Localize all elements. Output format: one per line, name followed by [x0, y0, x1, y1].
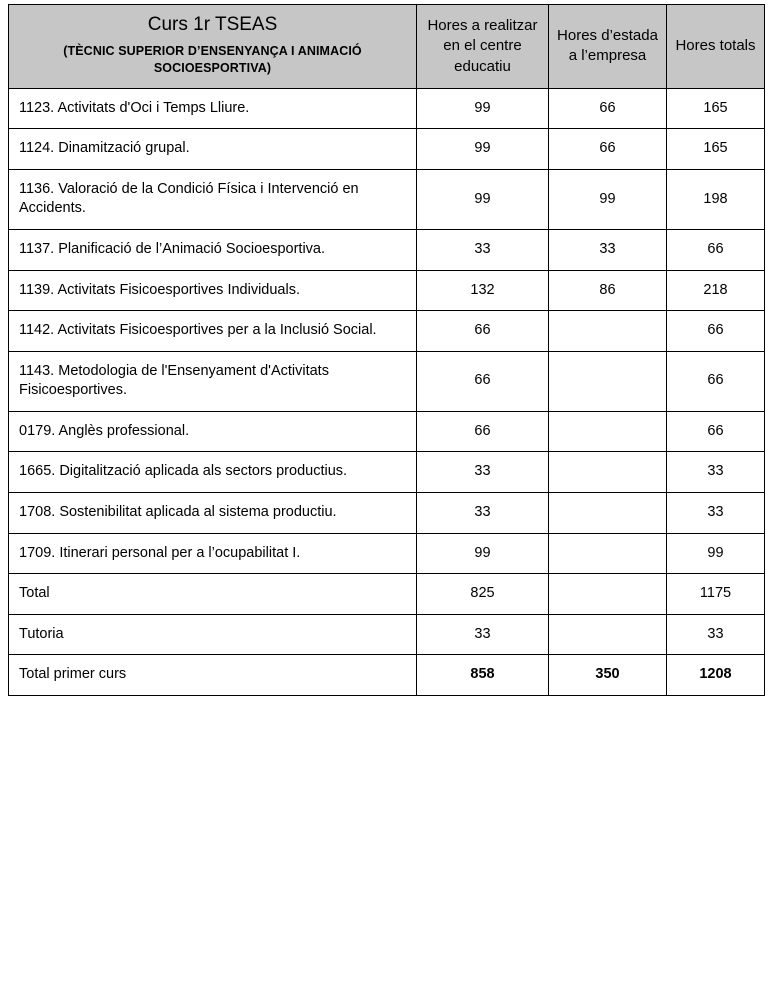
cell-hours-center: 99: [417, 129, 549, 170]
cell-subject: Total primer curs: [9, 655, 417, 696]
cell-subject: 1665. Digitalització aplicada als sectors productius.: [9, 452, 417, 493]
cell-subject: 1142. Activitats Fisicoesportives per a la Inclusió Social.: [9, 311, 417, 352]
cell-subject: 1709. Itinerari personal per a l’ocupabilitat I.: [9, 533, 417, 574]
cell-hours-center: 99: [417, 169, 549, 229]
cell-hours-company: [549, 492, 667, 533]
cell-hours-total: 66: [667, 351, 765, 411]
table-row: [9, 230, 765, 271]
header-hours-company: Hores d’estada a l’empresa: [549, 5, 667, 89]
cell-hours-company: [549, 533, 667, 574]
cell-hours-total: 33: [667, 452, 765, 493]
page-title: Curs 1r TSEAS: [147, 14, 278, 35]
course-hours-table: [8, 4, 765, 696]
cell-hours-company: 33: [549, 230, 667, 271]
table-row: [9, 655, 765, 696]
cell-subject: Total: [9, 574, 417, 615]
cell-hours-company: 86: [549, 270, 667, 311]
cell-hours-center: 33: [417, 230, 549, 271]
cell-hours-total: 218: [667, 270, 765, 311]
cell-hours-company: 66: [549, 129, 667, 170]
table-row: [9, 411, 765, 452]
header-hours-center: Hores a realitzar en el centre educatiu: [417, 5, 549, 89]
cell-hours-center: 33: [417, 452, 549, 493]
cell-hours-center: 825: [417, 574, 549, 615]
cell-hours-total: 198: [667, 169, 765, 229]
cell-hours-company: [549, 351, 667, 411]
cell-hours-total: 66: [667, 311, 765, 352]
table-row: [9, 88, 765, 129]
cell-hours-center: 33: [417, 492, 549, 533]
cell-subject: 1124. Dinamització grupal.: [9, 129, 417, 170]
table-row: [9, 452, 765, 493]
cell-subject: 1139. Activitats Fisicoesportives Individuals.: [9, 270, 417, 311]
table-row: [9, 533, 765, 574]
cell-subject: 1136. Valoració de la Condició Física i Intervenció en Accidents.: [9, 169, 417, 229]
table-row: [9, 574, 765, 615]
cell-hours-center: 66: [417, 411, 549, 452]
cell-hours-company: 66: [549, 88, 667, 129]
cell-hours-total: 165: [667, 129, 765, 170]
cell-subject: Tutoria: [9, 614, 417, 655]
table-row: [9, 129, 765, 170]
header-hours-total: Hores totals: [667, 5, 765, 89]
cell-hours-total: 1208: [667, 655, 765, 696]
table-row: [9, 614, 765, 655]
table-header: [9, 5, 765, 89]
cell-hours-center: 132: [417, 270, 549, 311]
cell-hours-company: [549, 452, 667, 493]
table-row: [9, 311, 765, 352]
cell-subject: 1123. Activitats d'Oci i Temps Lliure.: [9, 88, 417, 129]
table-row: [9, 351, 765, 411]
table-body: [9, 88, 765, 695]
cell-hours-company: [549, 574, 667, 615]
cell-hours-company: [549, 614, 667, 655]
cell-hours-total: 1175: [667, 574, 765, 615]
cell-hours-total: 33: [667, 492, 765, 533]
table-row: [9, 492, 765, 533]
table-row: [9, 169, 765, 229]
cell-hours-center: 858: [417, 655, 549, 696]
cell-subject: 0179. Anglès professional.: [9, 411, 417, 452]
cell-hours-center: 99: [417, 533, 549, 574]
cell-hours-center: 99: [417, 88, 549, 129]
cell-hours-total: 33: [667, 614, 765, 655]
cell-hours-total: 99: [667, 533, 765, 574]
cell-hours-company: 350: [549, 655, 667, 696]
cell-hours-company: 99: [549, 169, 667, 229]
cell-subject: 1137. Planificació de l’Animació Socioesportiva.: [9, 230, 417, 271]
cell-hours-total: 66: [667, 230, 765, 271]
cell-subject: 1143. Metodologia de l'Ensenyament d'Activitats Fisicoesportives.: [9, 351, 417, 411]
cell-subject: 1708. Sostenibilitat aplicada al sistema productiu.: [9, 492, 417, 533]
cell-hours-center: 66: [417, 351, 549, 411]
header-course: [9, 5, 417, 89]
cell-hours-company: [549, 411, 667, 452]
cell-hours-center: 66: [417, 311, 549, 352]
cell-hours-total: 66: [667, 411, 765, 452]
cell-hours-total: 165: [667, 88, 765, 129]
cell-hours-center: 33: [417, 614, 549, 655]
header-row: [9, 5, 765, 89]
page-subtitle: (TÈCNIC SUPERIOR D’ENSENYANÇA I ANIMACIÓ SOCIOESPORTIVA): [63, 43, 362, 76]
table-row: [9, 270, 765, 311]
cell-hours-company: [549, 311, 667, 352]
